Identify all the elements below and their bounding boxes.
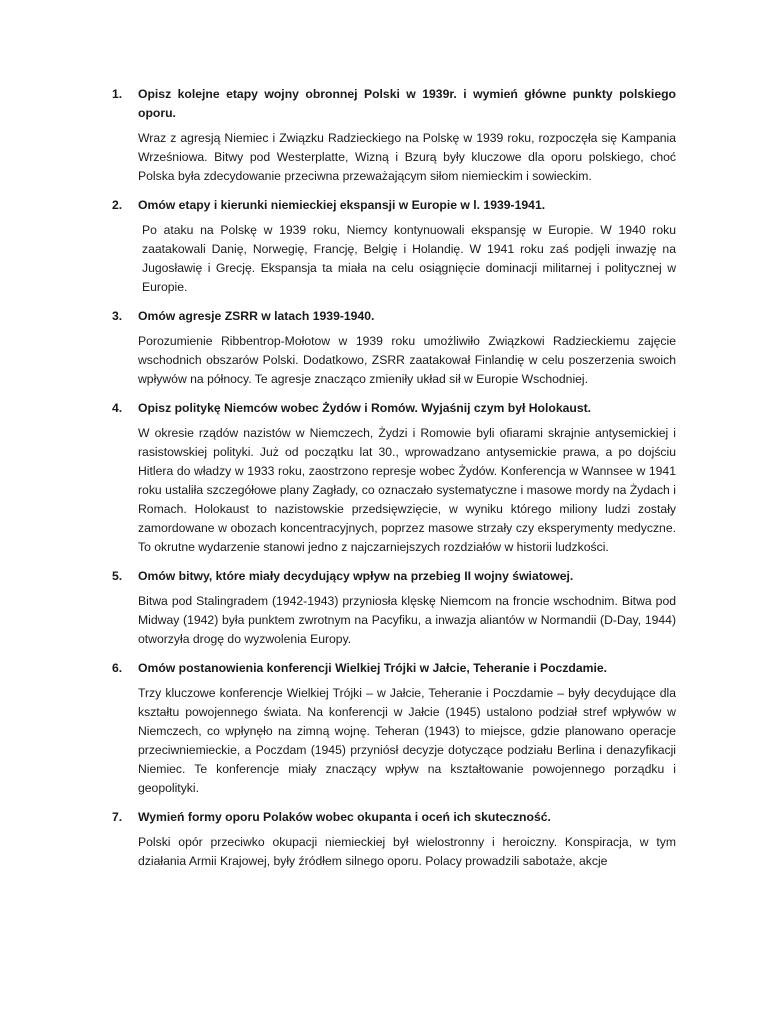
question-number: 6. <box>112 661 123 675</box>
question-row <box>112 307 676 326</box>
question-text: Omów bitwy, które miały decydujący wpływ na przebieg II wojny światowej. <box>138 569 574 583</box>
list-item <box>112 85 676 186</box>
question-row <box>112 659 676 678</box>
question-text: Omów postanowienia konferencji Wielkiej Trójki w Jałcie, Teheranie i Poczdamie. <box>138 661 608 675</box>
question-number: 7. <box>112 810 123 824</box>
question-row <box>112 196 676 215</box>
question-text: Opisz kolejne etapy wojny obronnej Polski w 1939r. i wymień główne punkty polskiego oporu. <box>138 87 676 120</box>
answer-text: W okresie rządów nazistów w Niemczech, Żydzi i Romowie byli ofiarami skrajnie antysemickiej i rasistowskiej polityki. Już od początku lat 30., wprowadzano antysemickie prawa, a po dojściu Hitlera do władzy w 1933 roku, zaostrzono represje wobec Żydów. Konferencja w Wannsee w 1941 roku ustaliła szczegółowe plany Zagłady, co oznaczało systematyczne i masowe mordy na Żydach i Romach. Holokaust to nazistowskie przedsięwzięcie, w wyniku którego miliony ludzi zostały zamordowane w obozach koncentracyjnych, poprzez masowe strzały czy eksperymenty medyczne. To okrutne wydarzenie stanowi jedno z najczarniejszych rozdziałów w historii ludzkości. <box>138 426 676 554</box>
question-number: 1. <box>112 87 123 101</box>
question-text: Wymień formy oporu Polaków wobec okupanta i oceń ich skuteczność. <box>138 810 551 824</box>
question-text: Opisz politykę Niemców wobec Żydów i Romów. Wyjaśnij czym był Holokaust. <box>138 401 592 415</box>
answer-text: Po ataku na Polskę w 1939 roku, Niemcy kontynuowali ekspansję w Europie. W 1940 roku zaatakowali Danię, Norwegię, Francję, Belgię i Holandię. W 1941 roku zaś podjęli inwazję na Jugosławię i Grecję. Ekspansja ta miała na celu osiągnięcie dominacji militarnej i politycznej w Europie. <box>142 223 676 294</box>
list-item <box>112 307 676 389</box>
answer-text: Polski opór przeciwko okupacji niemieckiej był wielostronny i heroiczny. Konspiracja, w tym działania Armii Krajowej, były źródłem silnego oporu. Polacy prowadzili sabotaże, akcje <box>138 835 676 868</box>
list-item <box>112 196 676 297</box>
answer-text: Bitwa pod Stalingradem (1942-1943) przyniosła klęskę Niemcom na froncie wschodnim. Bitwa pod Midway (1942) była punktem zwrotnym na Pacyfiku, a inwazja aliantów w Normandii (D-Day, 1944) otworzyła drogę do wyzwolenia Europy. <box>138 594 676 646</box>
question-number: 3. <box>112 309 123 323</box>
question-row <box>112 808 676 827</box>
answer-text: Trzy kluczowe konferencje Wielkiej Trójki – w Jałcie, Teheranie i Poczdamie – były decydujące dla kształtu powojennego świata. Na konferencji w Jałcie (1945) ustalono podział stref wpływów w Niemczech, co wpłynęło na zimną wojnę. Teheran (1943) to miejsce, gdzie planowano operacje przeciwniemieckie, a Poczdam (1945) przyniósł decyzje dotyczące podziału Berlina i denazyfikacji Niemiec. Te konferencje miały znaczący wpływ na kształtowanie powojennego porządku i geopolityki. <box>138 686 676 795</box>
question-text: Omów agresje ZSRR w latach 1939-1940. <box>138 309 375 323</box>
answer-text: Porozumienie Ribbentrop-Mołotow w 1939 roku umożliwiło Związkowi Radzieckiemu zajęcie wschodnich obszarów Polski. Dodatkowo, ZSRR zaatakował Finlandię w celu poszerzenia swoich wpływów na północy. Te agresje znacząco zmieniły układ sił w Europie Wschodniej. <box>138 334 676 386</box>
question-row <box>112 85 676 123</box>
answer-text: Wraz z agresją Niemiec i Związku Radzieckiego na Polskę w 1939 roku, rozpoczęła się Kampania Wrześniowa. Bitwy pod Westerplatte, Wizną i Bzurą były kluczowe dla oporu polskiego, choć Polska była zdecydowanie przeciwna przeważającym siłom niemieckim i sowieckim. <box>138 131 676 183</box>
question-number: 2. <box>112 198 123 212</box>
question-number: 5. <box>112 569 123 583</box>
list-item <box>112 567 676 649</box>
question-list <box>112 85 676 881</box>
list-item <box>112 399 676 557</box>
question-row <box>112 399 676 418</box>
list-item <box>112 659 676 798</box>
question-text: Omów etapy i kierunki niemieckiej ekspansji w Europie w l. 1939-1941. <box>138 198 546 212</box>
question-row <box>112 567 676 586</box>
list-item <box>112 808 676 871</box>
question-number: 4. <box>112 401 123 415</box>
